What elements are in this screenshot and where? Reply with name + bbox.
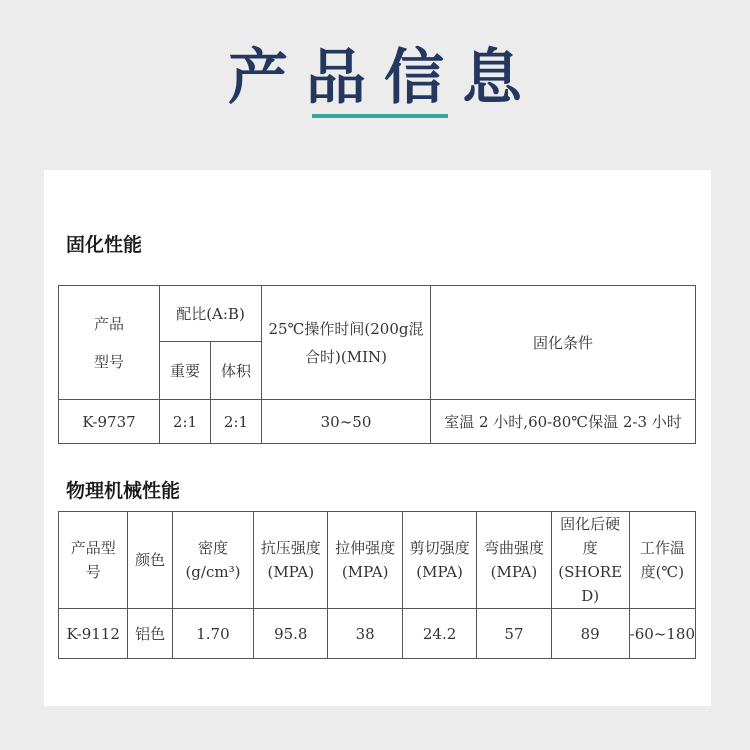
- header-cure-conditions: 固化条件: [431, 286, 696, 400]
- header-flexural: 弯曲强度(MPA): [477, 512, 551, 609]
- table-row: [59, 400, 696, 444]
- header-product-model: [59, 286, 160, 400]
- cell-weight: 2:1: [160, 400, 211, 444]
- section-title-curing: 固化性能: [66, 234, 143, 256]
- physical-table: [58, 511, 696, 659]
- header-model-line2: 型号: [93, 352, 124, 371]
- header-product-model: 产品型号: [59, 512, 128, 609]
- cell-compressive: 95.8: [254, 609, 328, 659]
- cell-hardness: 89: [551, 609, 629, 659]
- curing-table: [58, 285, 696, 444]
- content-card: [44, 170, 711, 706]
- header-density: 密度(g/cm³): [172, 512, 253, 609]
- header-volume: 体积: [211, 342, 262, 400]
- cell-work-time: 30~50: [262, 400, 431, 444]
- cell-tensile: 38: [328, 609, 402, 659]
- title-underline: [312, 114, 448, 118]
- cell-shear: 24.2: [402, 609, 476, 659]
- cell-cure-conditions: 室温 2 小时,60-80℃保温 2-3 小时: [431, 400, 696, 444]
- cell-flexural: 57: [477, 609, 551, 659]
- header-compressive: 抗压强度(MPA): [254, 512, 328, 609]
- header-shear: 剪切强度(MPA): [402, 512, 476, 609]
- header-hardness: 固化后硬度(SHORE D): [551, 512, 629, 609]
- page-title: 产品信息: [228, 43, 540, 113]
- cell-temp: -60~180: [629, 609, 695, 659]
- header-product-line1: 产品: [93, 314, 124, 333]
- header-work-time: 25℃操作时间(200g混合时)(MIN): [262, 286, 431, 400]
- cell-color: 铝色: [128, 609, 172, 659]
- header-tensile: 拉伸强度(MPA): [328, 512, 402, 609]
- cell-volume: 2:1: [211, 400, 262, 444]
- cell-density: 1.70: [172, 609, 253, 659]
- cell-model: K-9112: [59, 609, 128, 659]
- table-row: [59, 609, 696, 659]
- header-temp: 工作温度(℃): [629, 512, 695, 609]
- section-title-physical: 物理机械性能: [66, 480, 181, 502]
- header-color: 颜色: [128, 512, 172, 609]
- header-weight: 重要: [160, 342, 211, 400]
- header-ratio: 配比(A:B): [160, 286, 262, 342]
- cell-model: K-9737: [59, 400, 160, 444]
